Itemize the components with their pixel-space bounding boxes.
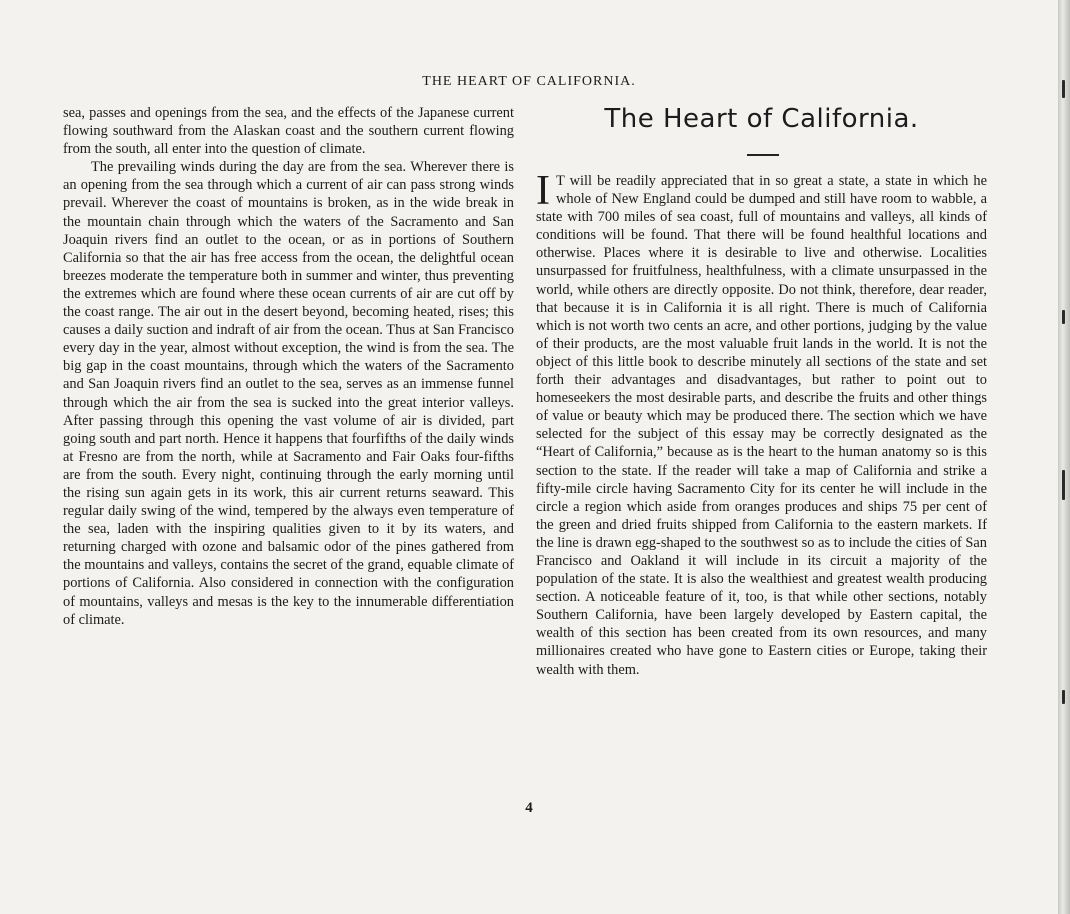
chapter-title: The Heart of California. [604,104,919,134]
left-column [63,104,514,629]
running-head: THE HEART OF CALIFORNIA. [422,74,636,89]
page-edge [1058,0,1070,914]
drop-cap: I [536,168,550,214]
right-body-text: T will be readily appreciated that in so great a state, a state in which he whole of New England could be dumped and still have room to wabble, a state with 700 miles of sea coast, full of mountains and valleys, all kinds of conditions will be found. That there will be found healthful locations and otherwise. Places where it is desirable to live and otherwise. Localities unsurpassed for fruitfulness, healthfulness, with a climate unsurpassed in the world, while others are directly opposite. Do not think, therefore, dear reader, that because it is in California it is all right. There is much of California which is not worth two cents an acre, and other portions, judging by the value of their products, are the most valuable fruit lands in the world. It is not the object of this little book to describe minutely all sections of the state and set forth their advantages and disadvantages, but rather to point out to homeseekers the most desirable parts, and describe the fruits and other things of value or beauty which may be produced there. The section which we have selected for the subject of this essay may be correctly designated as the “Heart of California,” because as is the heart to the human anatomy so is this section to the state. If the reader will take a map of California and strike a fifty-mile circle having Sacramento City for its center he will include in the circle a region which aside from oranges produces and ships 75 per cent of the green and dried fruits shipped from California to the eastern markets. If the line is drawn egg-shaped to the southwest so as to include the cities of San Francisco and Oakland it will include in its circuit a majority of the population of the state. It is also the wealthiest and greatest wealth producing section. A noticeable feature of it, too, is that while other sections, notably Southern California, have been largely developed by Eastern capital, the wealth of this section has been created from its own resources, and many millionaires created who have gone to Eastern cities or Europe, taking their wealth with them. [536,173,987,678]
left-paragraph-1: sea, passes and openings from the sea, and the effects of the Japanese current flowing southward from the Alaskan coast and the southern current flowing from the south, all enter into the question of climate. [63,105,514,158]
title-rule [747,154,779,156]
edge-mark [1062,470,1065,500]
left-paragraph-2: The prevailing winds during the day are from the sea. Wherever there is an opening from the sea through which a current of air can pass strong winds prevail. Wherever the coast of mountains is broken, as in the wide break in the mountain chain through which the waters of the Sacramento and San Joaquin rivers find an outlet to the ocean, or as in portions of Southern California so that the air has free access from the ocean, the delightful ocean breezes moderate the temperature both in summer and winter, thus preventing the extremes which are found where these ocean currents of air are cut off by the coast range. The air out in the desert beyond, becoming heated, rises; this causes a daily suction and indraft of air from the ocean. Thus at San Francisco every day in the year, almost without exception, the wind is from the sea. The big gap in the coast mountains, through which the waters of the Sacramento and San Joaquin rivers find an outlet to the sea, serves as an immense funnel through which the air from the sea is sucked into the great interior valleys. After passing through this opening the vast volume of air is divided, part going south and part north. Hence it happens that fourfifths of the daily winds at Fresno are from the north, while at Sacramento and Fair Oaks four-fifths are from the south. Every night, continuing through the early morning until the rising sun again gets in its work, this air current returns seaward. This regular daily swing of the wind, tempered by the always even temperature of the sea, laden with the inspiring qualities given to it by its waters, and returning charged with ozone and balsamic odor of the pines gathered from the mountains and valleys, contains the secret of the grand, equable climate of portions of California. Also considered in connection with the configuration of mountains, valleys and mesas is the key to the innumerable differentiation of climate. [63,159,514,628]
edge-mark [1062,690,1065,704]
edge-mark [1062,310,1065,324]
right-paragraph [536,168,987,679]
page-number: 4 [525,800,533,816]
edge-mark [1062,80,1065,98]
right-column [536,168,987,679]
